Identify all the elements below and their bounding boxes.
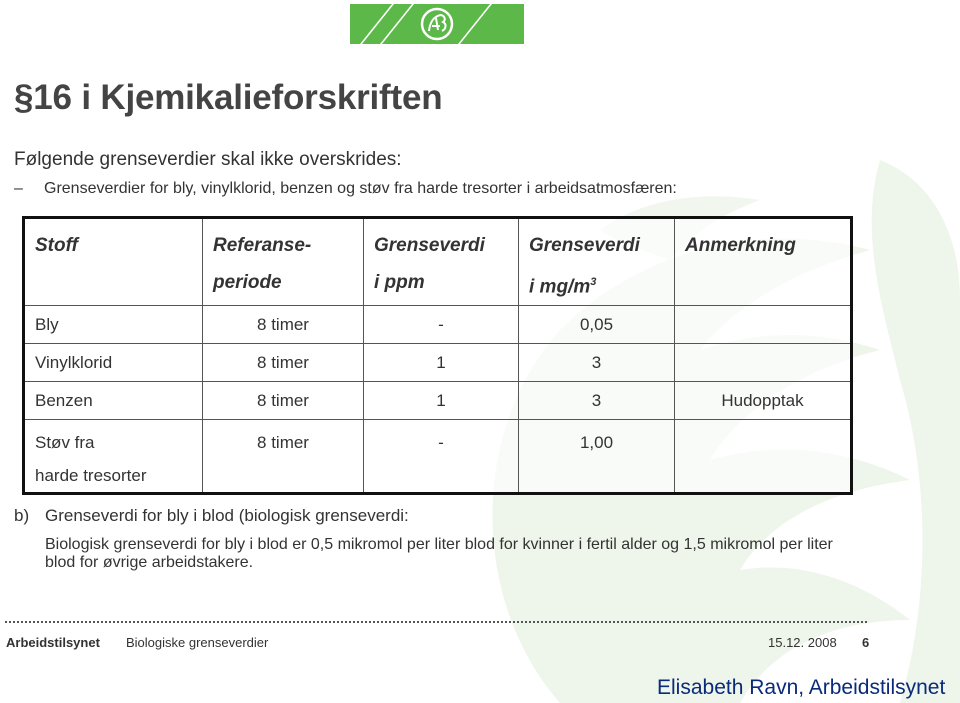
cell-ppm: 1 [364,344,519,382]
table-row [24,382,852,420]
cell-anmerkning [675,420,852,494]
cell-anmerkning [675,306,852,344]
cell-mg: 1,00 [519,420,675,494]
intro-text: Følgende grenseverdier skal ikke overskrides: [14,149,402,170]
cell-stoff: Benzen [24,382,203,420]
cell-periode: 8 timer [203,344,364,382]
cell-mg: 3 [519,382,675,420]
bullet-text: Grenseverdier for bly, vinylklorid, benzen og støv fra harde tresorter i arbeidsatmosfæren: [44,180,677,197]
section-b-body: Biologisk grenseverdi for bly i blod er 0,5 mikromol per liter blod for kvinner i fertil alder og 1,5 mikromol per liter blod for øvrige arbeidstakere. [45,536,833,571]
header-referanseperiode: Referanse- periode [203,218,364,306]
footer-date: 15.12. 2008 [768,635,837,650]
cell-ppm: - [364,306,519,344]
section-b-heading [14,506,409,526]
page-title: §16 i Kjemikalieforskriften [14,78,443,117]
section-b-heading-text: Grenseverdi for bly i blod (biologisk grenseverdi: [45,506,409,525]
section-b-label: b) [14,506,30,525]
cell-stoff: Støv fra harde tresorter [24,420,203,494]
header-anmerkning: Anmerkning [675,218,852,306]
cell-periode: 8 timer [203,382,364,420]
bullet-item [14,180,677,198]
cell-anmerkning: Hudopptak [675,382,852,420]
cell-periode: 8 timer [203,306,364,344]
footer-organization: Arbeidstilsynet [6,635,100,650]
header-grenseverdi-ppm: Grenseverdi i ppm [364,218,519,306]
header-grenseverdi-mg: Grenseverdi i $mg/m^3$ [519,218,675,306]
cell-mg: 0,05 [519,306,675,344]
cell-mg: 3 [519,344,675,382]
page-number: 6 [862,635,870,650]
cell-periode: 8 timer [203,420,364,494]
bullet-dash: – [14,180,23,197]
cell-ppm: - [364,420,519,494]
cell-ppm: 1 [364,382,519,420]
arbeidstilsynet-logo [350,4,524,44]
footer-divider [5,621,867,623]
table-row [24,344,852,382]
table-header-row [24,218,852,306]
cell-anmerkning [675,344,852,382]
footer-subtitle: Biologiske grenseverdier [126,635,269,650]
limit-values-table [22,216,853,495]
cell-stoff: Bly [24,306,203,344]
table-row [24,306,852,344]
cell-stoff: Vinylklorid [24,344,203,382]
header-stoff: Stoff [24,218,203,306]
author-caption: Elisabeth Ravn, Arbeidstilsynet [657,676,946,699]
table-row [24,420,852,494]
